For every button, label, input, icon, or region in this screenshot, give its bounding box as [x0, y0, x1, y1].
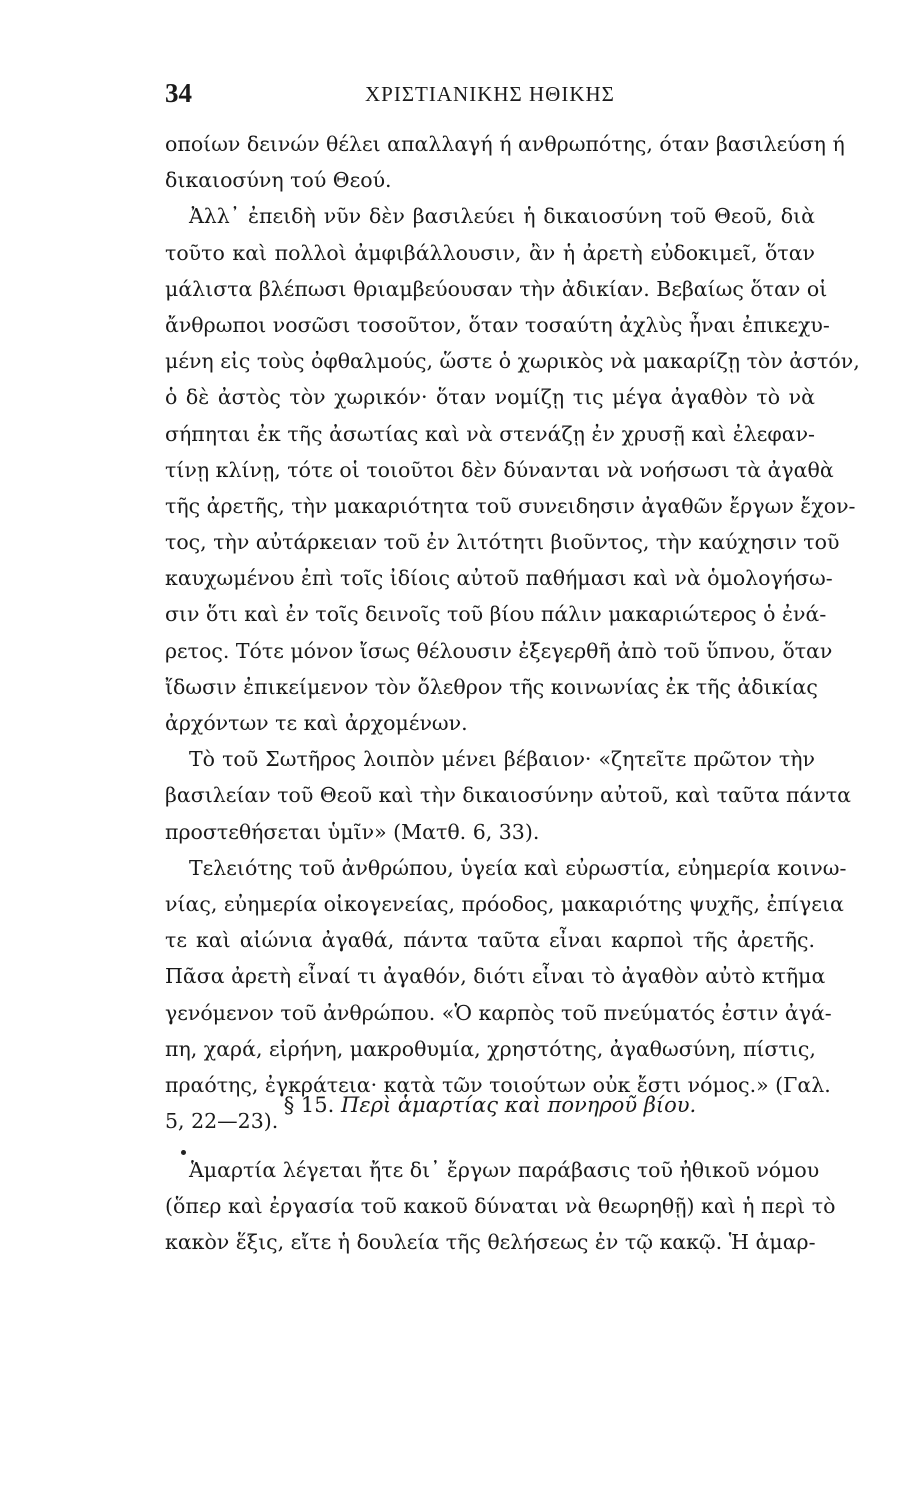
text-line: ἄνθρωποι νοσῶσι τοσοῦτον, ὅταν τοσαύτη ἀχλὺς ἦναι ἐπικεχυ- [165, 312, 830, 337]
text-line: Πᾶσα ἀρετὴ εἶναί τι ἀγαθόν, διότι εἶναι τὸ ἀγαθὸν αὐτὸ κτῆμα [165, 964, 826, 989]
text-line: καυχωμένου ἐπὶ τοῖς ἰδίοις αὐτοῦ παθήμασι καὶ νὰ ὁμολογήσω- [165, 566, 833, 591]
text-line: βασιλείαν τοῦ Θεοῦ καὶ τὴν δικαιοσύνην αὐτοῦ, καὶ ταῦτα πάντα [165, 783, 852, 808]
text-line: πραότης, ἐγκράτεια· κατὰ τῶν τοιούτων οὐκ ἔστι νόμος.» (Γαλ. [165, 1072, 831, 1097]
main-text [165, 126, 860, 1139]
text-line: προστεθήσεται ὑμῖν» (Ματθ. 6, 33). [165, 819, 540, 844]
section-title: Περὶ ἁμαρτίας καὶ πονηροῦ βίου. [341, 1093, 697, 1117]
text-line: τε καὶ αἰώνια ἀγαθά, πάντα ταῦτα εἶναι καρποὶ τῆς ἀρετῆς. [165, 928, 815, 953]
text-line: τος, τὴν αὐτάρκειαν τοῦ ἐν λιτότητι βιοῦντος, τὴν καύχησιν τοῦ [165, 530, 840, 555]
text-line: τοῦτο καὶ πολλοὶ ἀμφιβάλλουσιν, ἂν ἡ ἀρετὴ εὐδοκιμεῖ, ὅταν [165, 240, 815, 265]
text-line: Τελειότης τοῦ ἀνθρώπου, ὑγεία καὶ εὐρωστία, εὐημερία κοινω- [189, 855, 847, 880]
text-line: ὁ δὲ ἀστὸς τὸν χωρικόν· ὅταν νομίζῃ τις μέγα ἀγαθὸν τὸ νὰ [165, 385, 815, 410]
page-number: 34 [165, 78, 192, 108]
text-line: σιν ὅτι καὶ ἐν τοῖς δεινοῖς τοῦ βίου πάλιν μακαριώτερος ὁ ἐνά- [165, 602, 827, 627]
text-line: τῆς ἀρετῆς, τὴν μακαριότητα τοῦ συνειδησιν ἀγαθῶν ἔργων ἔχον- [165, 493, 856, 518]
text-line: πη, χαρά, εἰρήνη, μακροθυμία, χρηστότης, ἀγαθωσύνη, πίστις, [165, 1036, 816, 1061]
text-line: νίας, εὐημερία οἰκογενείας, πρόοδος, μακαριότης ψυχῆς, ἐπίγεια [165, 891, 844, 916]
text-line: γενόμενον τοῦ ἀνθρώπου. «Ὁ καρπὸς τοῦ πνεύματός ἐστιν ἀγά- [165, 1000, 832, 1025]
text-line: δικαιοσύνη τού Θεού. [165, 168, 392, 193]
section-number: § 15. [283, 1093, 335, 1117]
text-line: Ἁμαρτία λέγεται ἤτε δι᾽ ἔργων παράβασις τοῦ ἠθικοῦ νόμου [189, 1158, 820, 1182]
text-line: ἴδωσιν ἐπικείμενον τὸν ὄλεθρον τῆς κοινωνίας ἐκ τῆς ἀδικίας [165, 674, 818, 699]
page-header [165, 78, 815, 118]
text-line: κακὸν ἕξις, εἴτε ἡ δουλεία τῆς θελήσεως ἐν τῷ κακῷ. Ἡ ἁμαρ- [165, 1230, 816, 1255]
text-line: (ὅπερ καὶ ἐργασία τοῦ κακοῦ δύναται νὰ θεωρηθῇ) καὶ ἡ περὶ τὸ [165, 1194, 836, 1219]
text-line: 5, 22—23). [165, 1109, 279, 1134]
text-line: οποίων δεινών θέλει απαλλαγή ή ανθρωπότης, όταν βασιλεύση ή [165, 132, 845, 156]
text-line: Ἀλλ᾽ ἐπειδὴ νῦν δὲν βασιλεύει ἡ δικαιοσύνη τοῦ Θεοῦ, διὰ [189, 204, 815, 229]
running-title: ΧΡΙΣΤΙΑΝΙΚΗΣ ΗΘΙΚΗΣ [365, 82, 615, 106]
text-line: σήπηται ἐκ τῆς ἀσωτίας καὶ νὰ στενάζῃ ἐν χρυσῇ καὶ ἐλεφαν- [165, 421, 815, 446]
text-line: ἀρχόντων τε καὶ ἀρχομένων. [165, 711, 468, 735]
text-line: τίνῃ κλίνῃ, τότε οἱ τοιοῦτοι δὲν δύνανται νὰ νοήσωσι τὰ ἀγαθὰ [165, 457, 834, 482]
section-text [165, 1152, 836, 1261]
text-line: μάλιστα βλέπωσι θριαμβεύουσαν τὴν ἀδικίαν. Βεβαίως ὅταν οἱ [165, 276, 828, 301]
text-line: Τὸ τοῦ Σωτῆρος λοιπὸν μένει βέβαιον· «ζητεῖτε πρῶτον τὴν [189, 747, 815, 772]
text-line: ρετος. Τότε μόνον ἴσως θέλουσιν ἐξεγερθῆ ἀπὸ τοῦ ὕπνου, ὅταν [165, 638, 833, 663]
section-heading [165, 1093, 815, 1117]
text-line: μένη εἰς τοὺς ὀφθαλμούς, ὥστε ὁ χωρικὸς νὰ μακαρίζῃ τὸν ἀστόν, [165, 349, 860, 374]
